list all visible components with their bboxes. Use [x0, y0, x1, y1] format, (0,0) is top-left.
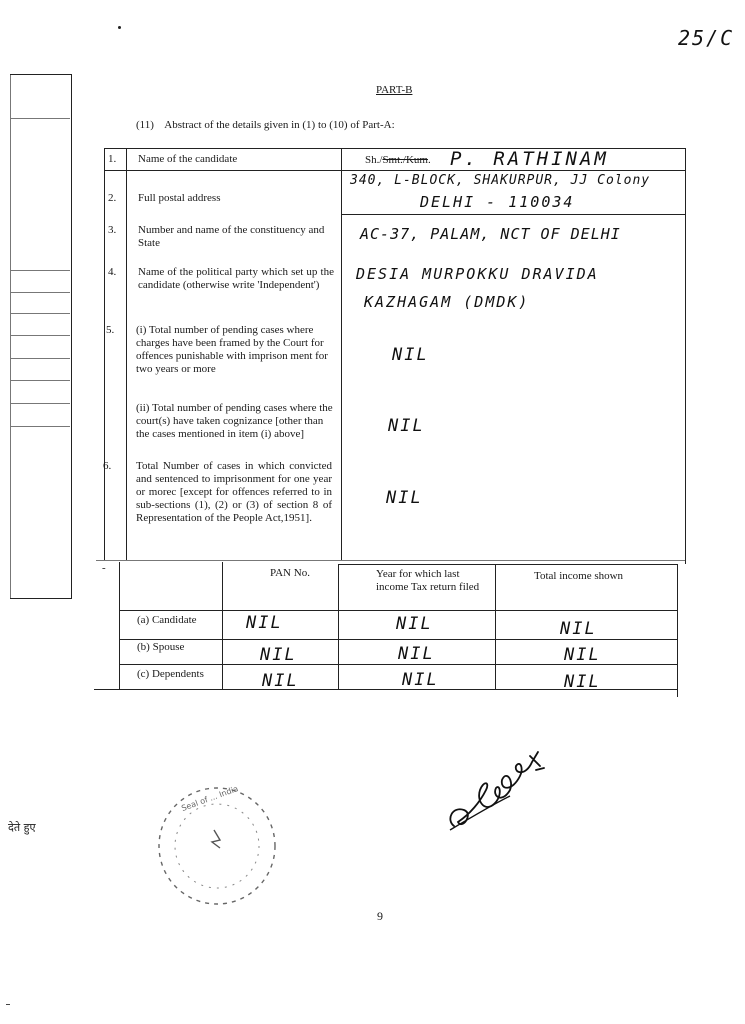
- underlying-rule-4: [10, 313, 70, 314]
- table-right-border: [685, 148, 686, 564]
- underlying-rule-7: [10, 380, 70, 381]
- underlying-page-bottom: [10, 598, 72, 599]
- party-value-line-2: KAZHAGAM (DMDK): [364, 293, 530, 311]
- underlying-rule-1: [10, 118, 70, 119]
- underlying-rule-6: [10, 358, 70, 359]
- row-label: Total Number of cases in which convicted and sentenced to imprisonment for one year or morec [except for offences referred to in sub-sections (1), (2) or (3) of section 8 of Representation of the People Act,1951].: [136, 460, 332, 524]
- party-value-line-1: DESIA MURPOKKU DRAVIDA: [356, 265, 599, 283]
- candidate-income-value: NIL: [560, 619, 597, 639]
- postal-address-line-2: DELHI - 110034: [420, 193, 575, 211]
- row-number: 2.: [108, 192, 117, 204]
- spouse-pan-value: NIL: [260, 645, 297, 665]
- underlying-page-top: [10, 74, 72, 75]
- name-prefix: Sh./Smt./Kum.: [365, 154, 431, 166]
- row-number: 6.: [103, 460, 112, 472]
- part-title: PART-B: [376, 84, 413, 96]
- dependents-income-value: NIL: [564, 672, 601, 692]
- income-row-divider-2: [119, 639, 677, 640]
- row-number: 5.: [106, 324, 115, 336]
- official-seal-stamp: [150, 782, 284, 912]
- table-left-border: [104, 148, 105, 560]
- underlying-page-edge-top: [10, 74, 11, 598]
- income-col-3: [338, 564, 339, 689]
- candidate-pan-value: NIL: [246, 613, 283, 633]
- table-num-divider: [126, 148, 127, 560]
- row-label: (ii) Total number of pending cases where the court(s) have taken cognizance [other than the cases mentioned in item (i) above]: [136, 402, 333, 440]
- row-label: (i) Total number of pending cases where charges have been framed by the Court for offences punishable with imprison ment for two years or more: [136, 324, 328, 375]
- seal-text: Seal of ... India: [180, 784, 240, 813]
- page-number: 9: [377, 909, 383, 923]
- income-col-1: [119, 562, 120, 689]
- row-number: 3.: [108, 224, 117, 236]
- row-label: Number and name of the constituency and State: [138, 224, 325, 249]
- postal-address-line-1: 340, L-BLOCK, SHAKURPUR, JJ Colony: [350, 173, 651, 188]
- income-header-total: Total income shown: [534, 570, 624, 582]
- row-label: Name of the political party which set up the candidate (otherwise write 'Independent'): [138, 266, 334, 291]
- candidate-year-value: NIL: [396, 614, 433, 634]
- constituency-value: AC-37, PALAM, NCT OF DELHI: [360, 225, 621, 243]
- income-table-mark: -: [102, 562, 106, 574]
- row-label: Full postal address: [138, 192, 221, 204]
- abstract-heading: (11) Abstract of the details given in (1) to (10) of Part-A:: [136, 119, 395, 131]
- signature: [440, 740, 560, 840]
- corner-note: 25/C: [678, 26, 735, 50]
- spouse-income-value: NIL: [564, 645, 601, 665]
- underlying-rule-3: [10, 292, 70, 293]
- dependents-pan-value: NIL: [262, 671, 299, 691]
- income-header-pan: PAN No.: [270, 567, 310, 579]
- underlying-rule-5: [10, 335, 70, 336]
- income-table-top-dashed: [96, 560, 685, 561]
- income-col-2: [222, 562, 223, 689]
- income-row-label: (b) Spouse: [137, 641, 185, 653]
- speck-mark: [118, 26, 121, 29]
- bottom-mark: [6, 1004, 10, 1005]
- income-row-divider-1: [119, 610, 677, 611]
- pending-cases-value: NIL: [392, 345, 429, 365]
- row-divider-1: [104, 170, 685, 171]
- income-header-year: Year for which last income Tax return filed: [376, 568, 480, 593]
- cognizance-cases-value: NIL: [388, 416, 425, 436]
- table-mid-divider: [341, 148, 342, 560]
- underlying-page-edge: [71, 74, 72, 598]
- left-margin-text: देते हुए: [8, 821, 36, 834]
- income-col-4: [495, 564, 496, 689]
- income-row-label: (a) Candidate: [137, 614, 197, 626]
- income-col-5: [677, 564, 678, 697]
- underlying-rule-9: [10, 426, 70, 427]
- row-number: 1.: [108, 153, 117, 165]
- underlying-rule-2: [10, 270, 70, 271]
- row-label: Name of the candidate: [138, 153, 238, 165]
- spouse-year-value: NIL: [398, 644, 435, 664]
- dependents-year-value: NIL: [402, 670, 439, 690]
- row-divider-2: [341, 214, 685, 215]
- income-row-label: (c) Dependents: [137, 668, 204, 680]
- candidate-name-value: P. RATHINAM: [450, 148, 609, 170]
- income-table-header-top: [338, 564, 678, 565]
- underlying-rule-8: [10, 403, 70, 404]
- row-number: 4.: [108, 266, 117, 278]
- convicted-cases-value: NIL: [386, 488, 423, 508]
